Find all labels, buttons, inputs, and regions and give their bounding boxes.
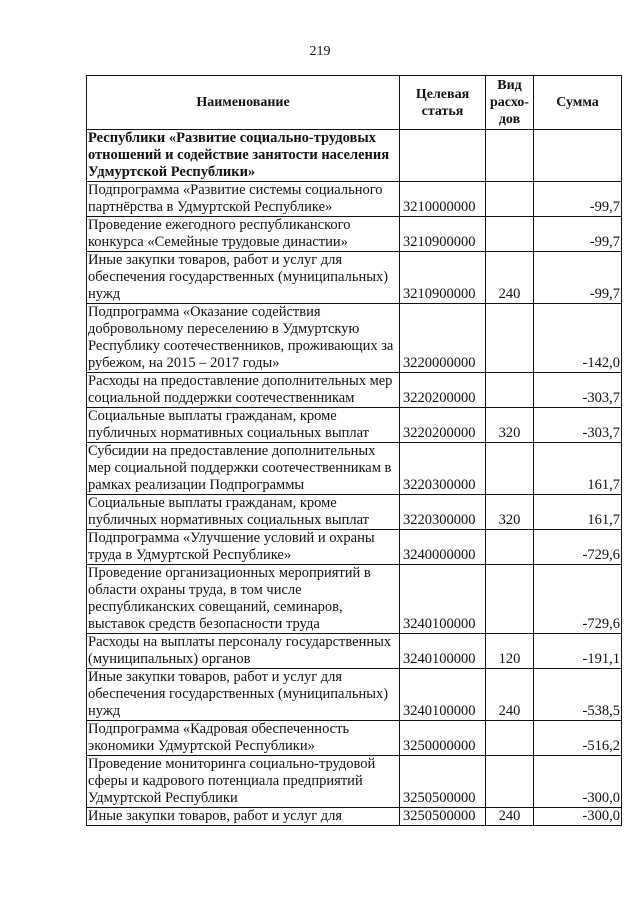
cell-sum: 161,7 (534, 443, 622, 495)
header-name: Наименование (87, 76, 400, 130)
cell-name: Подпрограмма «Улучшение условий и охраны труда в Удмуртской Республике» (87, 530, 400, 565)
cell-type: 240 (486, 808, 534, 826)
cell-name: Расходы на предоставление дополнительных мер социальной поддержки соотечественникам (87, 373, 400, 408)
cell-name: Проведение ежегодного республиканского конкурса «Семейные трудовые династии» (87, 217, 400, 252)
cell-sum: -142,0 (534, 304, 622, 373)
cell-code: 3210900000 (400, 217, 486, 252)
cell-name: Подпрограмма «Развитие системы социального партнёрства в Удмуртской Республике» (87, 182, 400, 217)
cell-name: Республики «Развитие социально-трудовых отношений и содействие занятости населения Удмуртской Республики» (87, 130, 400, 182)
cell-sum: -516,2 (534, 721, 622, 756)
cell-type: 320 (486, 408, 534, 443)
cell-type: 240 (486, 669, 534, 721)
cell-sum: -303,7 (534, 373, 622, 408)
table-header (87, 76, 622, 130)
cell-code: 3250500000 (400, 808, 486, 826)
cell-code: 3250500000 (400, 756, 486, 808)
cell-name: Иные закупки товаров, работ и услуг для (87, 808, 400, 826)
table-row (87, 669, 622, 721)
cell-name: Иные закупки товаров, работ и услуг для обеспечения государственных (муниципальных) нужд (87, 252, 400, 304)
table-row (87, 721, 622, 756)
table-row (87, 565, 622, 634)
cell-type (486, 721, 534, 756)
cell-name: Подпрограмма «Оказание содействия добровольному переселению в Удмуртскую Республику соотечественников, проживающих за рубежом, на 2015 – 2017 годы» (87, 304, 400, 373)
table-row (87, 130, 622, 182)
table-row (87, 495, 622, 530)
table-row (87, 408, 622, 443)
header-sum: Сумма (534, 76, 622, 130)
table-row (87, 808, 622, 826)
cell-code: 3220200000 (400, 408, 486, 443)
cell-code: 3220300000 (400, 495, 486, 530)
cell-code: 3240100000 (400, 634, 486, 669)
cell-sum: 161,7 (534, 495, 622, 530)
table-row (87, 373, 622, 408)
cell-type (486, 130, 534, 182)
budget-table (86, 75, 622, 826)
table-row (87, 304, 622, 373)
table-row (87, 756, 622, 808)
cell-sum (534, 130, 622, 182)
table-row (87, 634, 622, 669)
cell-name: Проведение организационных мероприятий в области охраны труда, в том числе республиканских совещаний, семинаров, выставок средств безопасности труда (87, 565, 400, 634)
cell-type (486, 565, 534, 634)
cell-code: 3220200000 (400, 373, 486, 408)
table-row (87, 443, 622, 495)
cell-sum: -300,0 (534, 808, 622, 826)
page-number: 219 (309, 44, 331, 59)
cell-name: Социальные выплаты гражданам, кроме публичных нормативных социальных выплат (87, 408, 400, 443)
cell-sum: -99,7 (534, 252, 622, 304)
table-row (87, 217, 622, 252)
cell-code: 3240000000 (400, 530, 486, 565)
header-code: Целевая статья (400, 76, 486, 130)
cell-code: 3210900000 (400, 252, 486, 304)
cell-sum: -729,6 (534, 565, 622, 634)
cell-type (486, 530, 534, 565)
cell-sum: -303,7 (534, 408, 622, 443)
cell-type (486, 443, 534, 495)
cell-type (486, 756, 534, 808)
cell-code: 3220300000 (400, 443, 486, 495)
cell-code: 3240100000 (400, 565, 486, 634)
header-type: Вид расхо-дов (486, 76, 534, 130)
table-row (87, 252, 622, 304)
cell-sum: -538,5 (534, 669, 622, 721)
cell-code: 3240100000 (400, 669, 486, 721)
cell-type: 240 (486, 252, 534, 304)
cell-name: Проведение мониторинга социально-трудовой сферы и кадрового потенциала предприятий Удмуртской Республики (87, 756, 400, 808)
table-row (87, 530, 622, 565)
cell-sum: -99,7 (534, 182, 622, 217)
cell-sum: -99,7 (534, 217, 622, 252)
cell-type: 120 (486, 634, 534, 669)
cell-sum: -300,0 (534, 756, 622, 808)
cell-name: Расходы на выплаты персоналу государственных (муниципальных) органов (87, 634, 400, 669)
cell-type: 320 (486, 495, 534, 530)
table-body (87, 130, 622, 826)
cell-type (486, 373, 534, 408)
cell-code: 3220000000 (400, 304, 486, 373)
cell-name: Социальные выплаты гражданам, кроме публичных нормативных социальных выплат (87, 495, 400, 530)
cell-code: 3250000000 (400, 721, 486, 756)
header-row (87, 76, 622, 130)
table-row (87, 182, 622, 217)
cell-type (486, 217, 534, 252)
cell-sum: -191,1 (534, 634, 622, 669)
cell-code (400, 130, 486, 182)
cell-name: Субсидии на предоставление дополнительных мер социальной поддержки соотечественникам в рамках реализации Подпрограммы (87, 443, 400, 495)
cell-type (486, 304, 534, 373)
cell-type (486, 182, 534, 217)
cell-sum: -729,6 (534, 530, 622, 565)
cell-name: Иные закупки товаров, работ и услуг для обеспечения государственных (муниципальных) нужд (87, 669, 400, 721)
cell-name: Подпрограмма «Кадровая обеспеченность экономики Удмуртской Республики» (87, 721, 400, 756)
cell-code: 3210000000 (400, 182, 486, 217)
